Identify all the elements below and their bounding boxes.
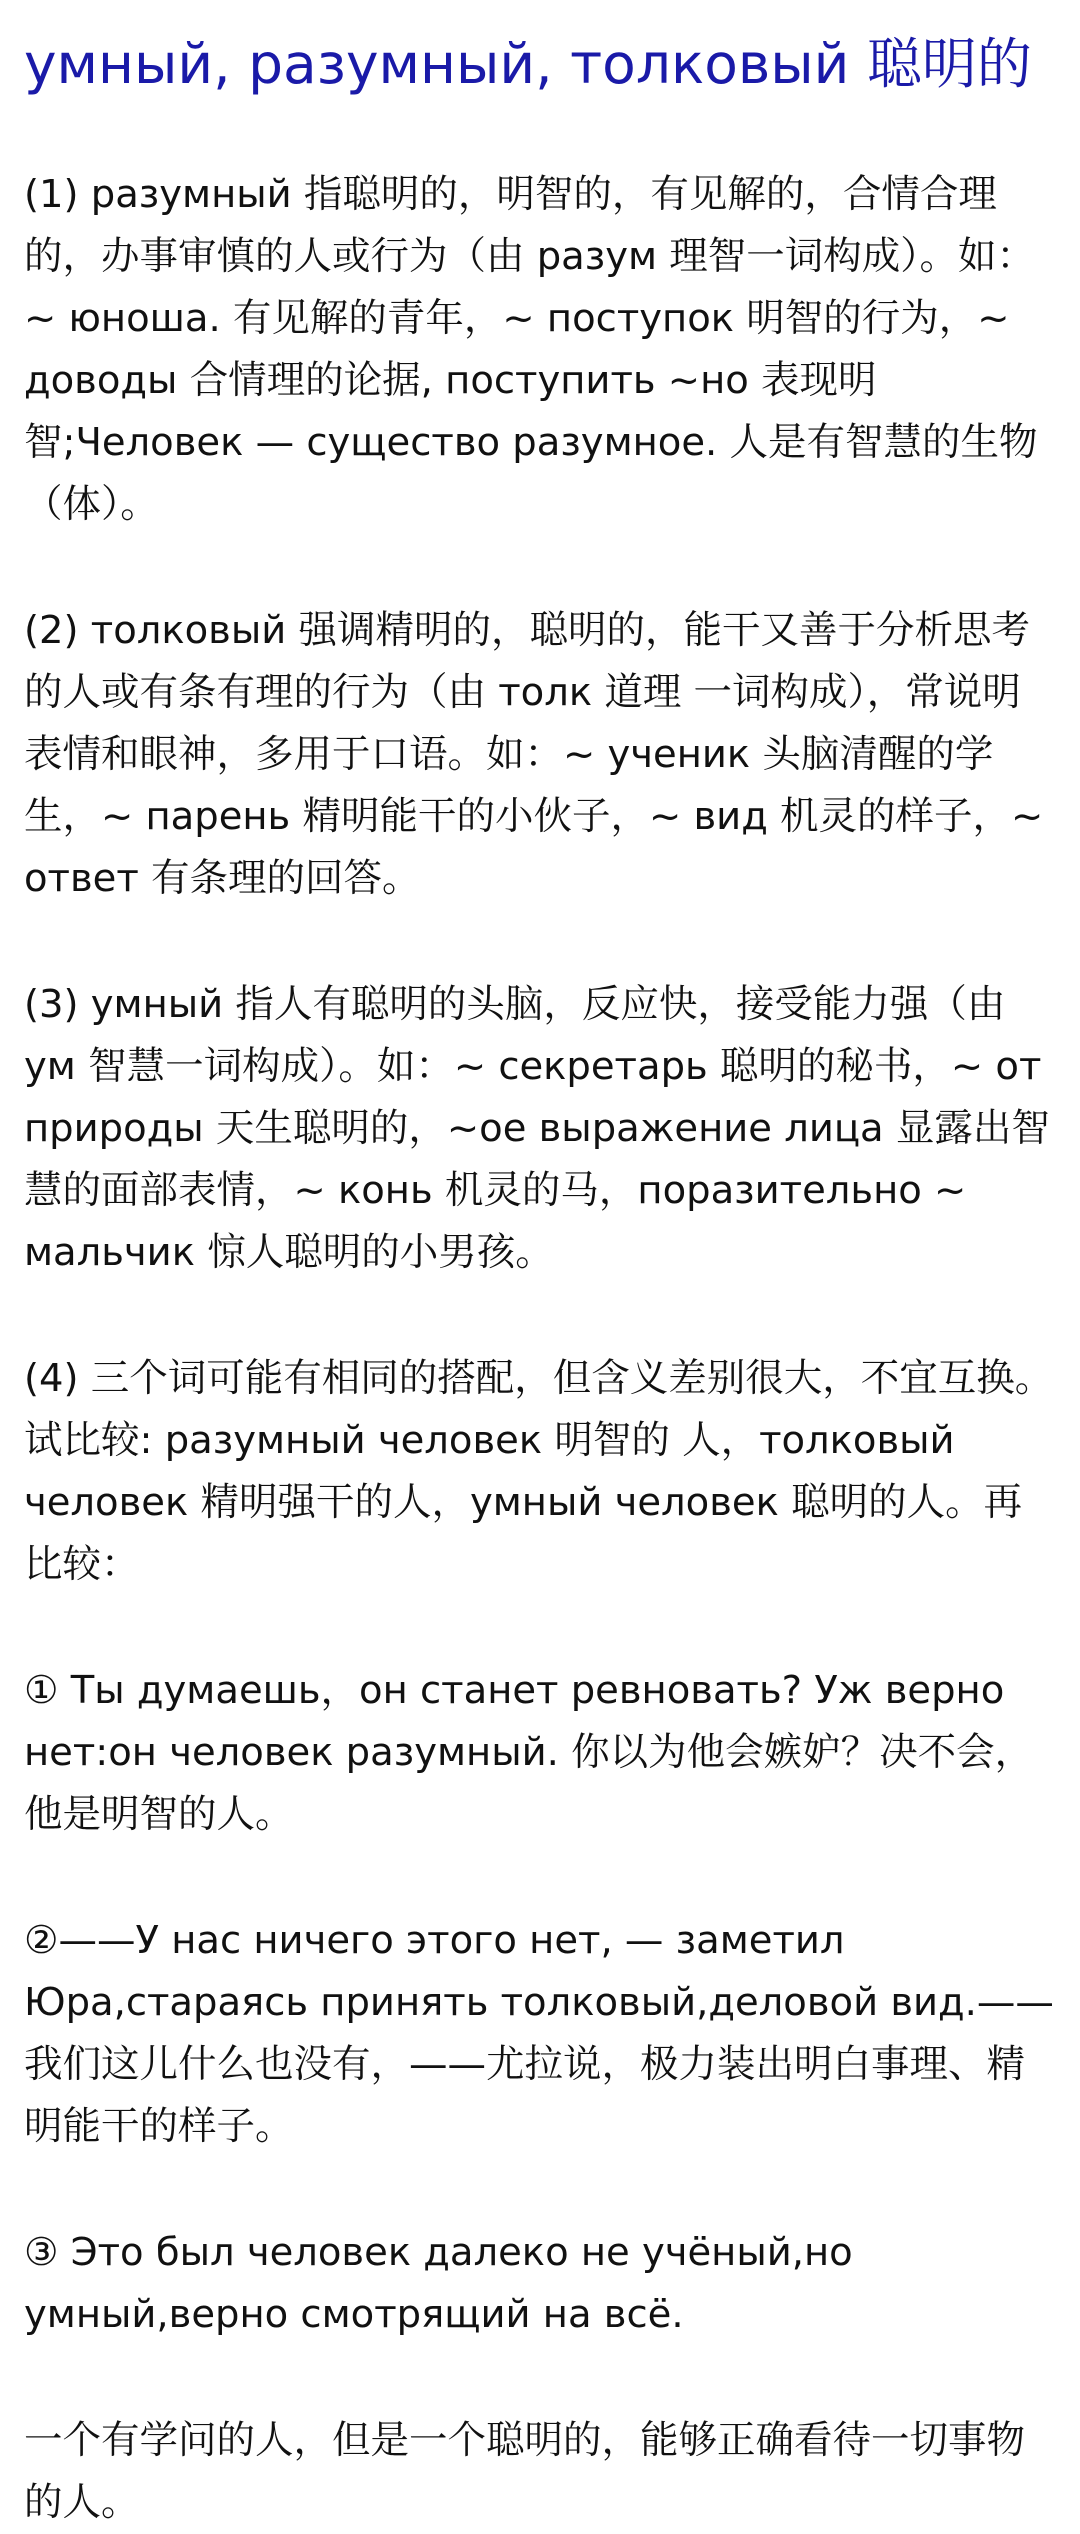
example-1: ① Ты думаешь，он станет ревновать? Уж верно нет:он человек разумный. 你以为他会嫉妒？决不会，他是明智的人。	[24, 1668, 1034, 1837]
example-2: ②——У нас ничего этого нет, — заметил Юра,стараясь принять толковый,деловой вид.——我们这儿什么也没有，——尤拉说，极力装出明白事理、精明能干的样子。	[24, 1918, 1054, 2149]
paragraph-comparison: (4) 三个词可能有相同的搭配，但含义差别很大，不宜互换。试比较: разумный человек 明智的 人，толковый человек 精明强干的人，умный человек 聪明的人。再比较：	[24, 1356, 1054, 1587]
example-3: ③ Это был человек далеко не учёный,но умный,верно смотрящий на всё.	[24, 2230, 853, 2337]
paragraph-razumny: (1) разумный 指聪明的，明智的，有见解的，合情合理的，办事审慎的人或行为（由 разум 理智一词构成）。如：~ юноша. 有见解的青年，~ поступок 明智的行为，~ доводы 合情理的论据, поступить ~но 表现明智;Человек — существо разумное. 人是有智慧的生物（体）。	[24, 172, 1038, 527]
paragraph-umny: (3) умный 指人有聪明的头脑，反应快，接受能力强（由 ум 智慧一词构成）。如：~ секретарь 聪明的秘书，~ от природы 天生聪明的，~ое выражение лица 显露出智慧的面部表情，~ конь 机灵的马，поразительно ~ мальчик 惊人聪明的小男孩。	[24, 982, 1050, 1275]
example-3-translation: 一个有学问的人，但是一个聪明的，能够正确看待一切事物的人。	[24, 2418, 1026, 2525]
article-title: умный, разумный, толковый 聪明的	[24, 32, 1032, 96]
paragraph-tolkovy: (2) толковый 强调精明的，聪明的，能干又善于分析思考的人或有条有理的行为（由 толк 道理 一词构成），常说明表情和眼神，多用于口语。如：~ ученик 头脑清醒的学生，~ парень 精明能干的小伙子，~ вид 机灵的样子，~ ответ 有条理的回答。	[24, 608, 1044, 901]
